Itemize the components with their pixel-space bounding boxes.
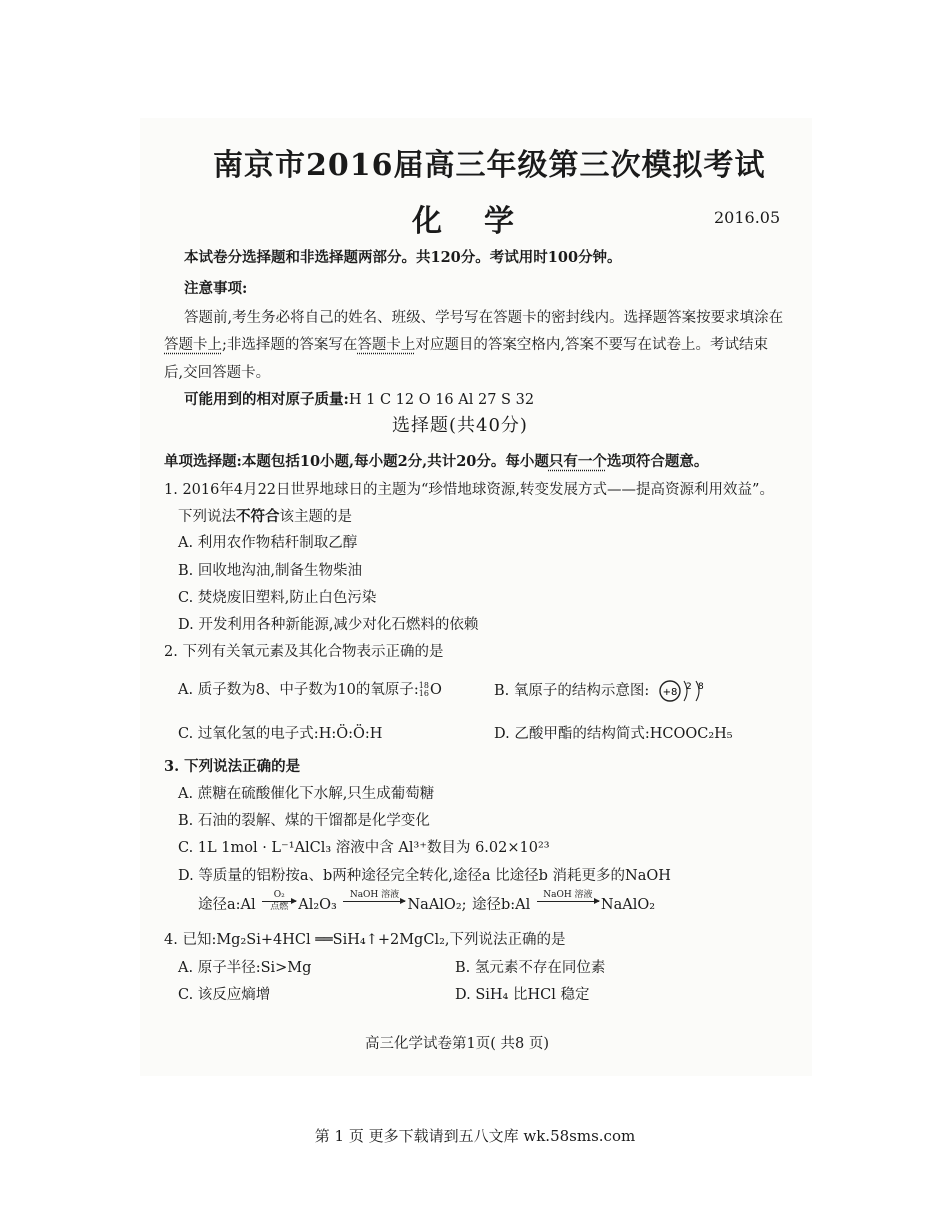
q3-option-d: D. 等质量的铝粉按a、b两种途径完全转化,途径a 比途径b 消耗更多的NaOH [178,868,671,884]
exam-summary: 本试卷分选择题和非选择题两部分。共120分。考试用时100分钟。 [184,249,622,266]
q1-sub-emphasis: 不符合 [236,508,280,525]
route-a-label: 途径a:Al [198,897,256,913]
q1-option-a: A. 利用农作物秸秆制取乙醇 [178,535,358,551]
notice-emphasis-1: 答题卡上 [164,337,222,353]
notice-line-3: 后,交回答题卡。 [164,365,271,381]
instruction-text-c: 选项符合题意。 [606,453,709,470]
q2-a-nuclide-numbers [419,682,429,698]
q1-option-d: D. 开发利用各种新能源,减少对化石燃料的依赖 [178,617,479,633]
q1-substem [178,505,352,526]
arrow-line [262,901,296,902]
q2-a-text: A. 质子数为8、中子数为10的氧原子: [178,682,419,698]
q3-option-a: A. 蔗糖在硫酸催化下水解,只生成葡萄糖 [178,786,435,802]
q2-option-c [178,722,382,743]
q2-stem: 2. 下列有关氧元素及其化合物表示正确的是 [164,644,444,660]
instruction-emphasis: 只有一个 [548,453,607,470]
route-a-arrow-1 [262,891,296,912]
q2-a-mass-number: 18 [418,681,429,690]
q3-option-b: B. 石油的裂解、煤的干馏都是化学变化 [178,813,430,829]
q3-stem: 3. 下列说法正确的是 [164,758,301,775]
route-b-reagent-naoh: NaOH 溶液 [543,890,593,900]
nucleus-charge: +8 [662,687,678,698]
q1-sub-a: 下列说法 [178,509,236,525]
route-a-arrow-2 [343,891,405,912]
q2-d-formula: HCOOC₂H₅ [649,726,733,742]
q2-a-atomic-number: 16 [418,689,429,698]
atomic-mass-label: 可能用到的相对原子质量: [184,391,349,408]
q2-b-text: B. 氧原子的结构示意图: [494,683,650,699]
q4-option-b: B. 氢元素不存在同位素 [455,960,606,976]
route-b-product: NaAlO₂ [600,897,656,913]
route-a-intermediate: Al₂O₃ [298,897,337,913]
atomic-mass-values: H 1 C 12 O 16 Al 27 S 32 [348,392,535,408]
shell-electrons-2: 8 [697,682,704,692]
shell-electrons-1: 2 [685,682,692,692]
q3-route-a [198,891,467,914]
route-a-condition: 点燃 [270,902,289,912]
q2-option-d [494,722,733,743]
q2-option-b [494,678,716,704]
q4-option-c: C. 该反应熵增 [178,987,271,1003]
route-b-arrow [537,891,599,912]
route-a-product: NaAlO₂; [407,897,467,913]
q2-a-symbol: O [429,682,442,698]
exam-title: 南京市2016届高三年级第三次模拟考试 [213,148,766,183]
subject-title: 化学 [412,204,556,239]
atomic-structure-diagram [658,678,716,704]
arrow-line [537,901,599,902]
section-instruction [164,450,708,471]
download-notice: 第 1 页 更多下载请到五八文库 wk.58sms.com [314,1127,636,1145]
q3-route-b [472,891,655,914]
q1-sub-c: 该主题的是 [279,509,352,525]
exam-date: 2016.05 [714,208,781,227]
arrow-line [343,901,405,902]
route-a-reagent-o2: O₂ [273,890,285,900]
notice-text-2b: ;非选择题的答案写在 [222,337,358,353]
q2-option-a [178,678,442,699]
q1-option-c: C. 焚烧废旧塑料,防止白色污染 [178,590,377,606]
section-title: 选择题(共40分) [392,415,528,436]
notice-text-2d: 对应题目的答案空格内,答案不要写在试卷上。考试结束 [415,337,768,353]
notice-heading: 注意事项: [184,280,248,297]
q1-stem: 1. 2016年4月22日世界地球日的主题为“珍惜地球资源,转变发展方式——提高资源利用效益”。 [164,482,774,498]
route-b-label: 途径b:Al [472,897,531,913]
atomic-mass-line [184,388,534,409]
instruction-text-a: 单项选择题:本题包括10小题,每小题2分,共计20分。每小题 [164,453,549,470]
q4-option-d: D. SiH₄ 比HCl 稳定 [455,987,590,1003]
q4-option-a: A. 原子半径:Si>Mg [178,960,312,976]
notice-line-1: 答题前,考生务必将自己的姓名、班级、学号写在答题卡的密封线内。选择题答案按要求填涂在 [184,310,784,326]
notice-line-2 [164,333,768,354]
q2-c-formula: H:Ö:Ö:H [318,726,383,742]
page-footer: 高三化学试卷第1页( 共8 页) [365,1036,549,1052]
q2-c-text: C. 过氧化氢的电子式: [178,726,319,742]
q1-option-b: B. 回收地沟油,制备生物柴油 [178,563,362,579]
q3-option-c: C. 1L 1mol · L⁻¹AlCl₃ 溶液中含 Al³⁺数目为 6.02×10²³ [178,840,550,856]
q4-stem: 4. 已知:Mg₂Si+4HCl ══SiH₄↑+2MgCl₂,下列说法正确的是 [164,932,566,948]
route-a-reagent-naoh: NaOH 溶液 [349,890,400,900]
q2-d-text: D. 乙酸甲酯的结构简式: [494,726,650,742]
notice-emphasis-2: 答题卡上 [357,337,416,353]
